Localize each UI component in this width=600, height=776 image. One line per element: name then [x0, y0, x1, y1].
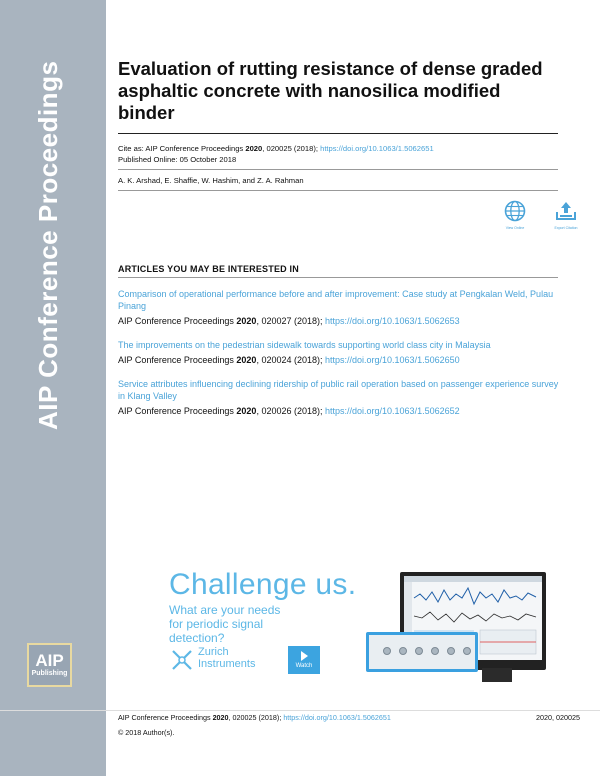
ad-headline: Challenge us. — [169, 568, 357, 601]
export-citation-button[interactable] — [546, 200, 586, 238]
related-article-reference — [118, 354, 563, 366]
related-article — [118, 339, 563, 366]
cite-rest: , 020025 (2018); — [262, 144, 321, 153]
divider — [118, 277, 558, 278]
device-knob — [415, 647, 423, 655]
related-articles-heading: ARTICLES YOU MAY BE INTERESTED IN — [118, 264, 299, 274]
export-icon — [554, 200, 578, 222]
ad-brand-line1: Zurich — [198, 646, 229, 658]
copyright-notice: © 2018 Author(s). — [118, 728, 175, 737]
ref-rest: , 020024 (2018); — [256, 355, 325, 365]
related-article-doi-link[interactable]: https://doi.org/10.1063/1.5062653 — [325, 316, 460, 326]
ref-prefix: AIP Conference Proceedings — [118, 406, 237, 416]
related-article-reference — [118, 405, 563, 417]
cite-as-line — [118, 143, 434, 154]
authors: A. K. Arshad, E. Shaffie, W. Hashim, and Z. A. Rahman — [118, 176, 304, 185]
related-article-title-link[interactable]: Service attributes influencing declining ridership of public rail operation based on passenger experience survey in Klang Valley — [118, 379, 559, 401]
view-online-label: View Online — [505, 226, 525, 230]
cite-doi-link[interactable]: https://doi.org/10.1063/1.5062651 — [320, 144, 434, 153]
view-online-button[interactable] — [495, 200, 535, 238]
ad-brand — [198, 646, 255, 670]
footer-divider — [0, 710, 600, 711]
ref-prefix: AIP Conference Proceedings — [118, 355, 237, 365]
lock-in-amplifier-image — [366, 632, 478, 672]
aip-publishing-logo[interactable] — [27, 643, 72, 687]
paper-title: Evaluation of rutting resistance of dense graded asphaltic concrete with nanosilica modified binder — [118, 58, 543, 123]
cite-volume: 2020 — [245, 144, 263, 153]
device-knob — [447, 647, 455, 655]
export-citation-label: Export Citation — [554, 226, 578, 230]
footer-cite-volume: 2020 — [212, 713, 229, 722]
watch-label: Watch — [295, 663, 313, 669]
divider — [118, 169, 558, 170]
related-article-title-link[interactable]: The improvements on the pedestrian sidewalk towards supporting world class city in Malaysia — [118, 340, 491, 350]
footer-page-ref: 2020, 020025 — [536, 713, 580, 722]
ref-rest: , 020026 (2018); — [256, 406, 325, 416]
monitor-stand — [482, 668, 512, 682]
footer-doi-link[interactable]: https://doi.org/10.1063/1.5062651 — [283, 713, 391, 722]
divider — [118, 133, 558, 134]
footer-citation — [118, 713, 391, 722]
device-knob — [431, 647, 439, 655]
footer-cite-rest: , 020025 (2018); — [228, 713, 284, 722]
device-knob — [399, 647, 407, 655]
globe-icon — [504, 200, 526, 222]
cite-label: Cite as: AIP Conference Proceedings — [118, 144, 246, 153]
watch-video-button[interactable] — [288, 646, 320, 674]
related-article — [118, 378, 563, 417]
play-icon — [301, 651, 308, 661]
related-article — [118, 288, 563, 327]
zurich-instruments-logo-icon — [171, 649, 193, 671]
ref-rest: , 020027 (2018); — [256, 316, 325, 326]
logo-text-aip: AIP — [35, 651, 64, 670]
related-article-doi-link[interactable]: https://doi.org/10.1063/1.5062652 — [325, 406, 460, 416]
ad-subline: What are your needs for periodic signal detection? — [169, 603, 281, 645]
journal-name: AIP Conference Proceedings — [33, 60, 63, 430]
device-knob — [463, 647, 471, 655]
zurich-instruments-ad[interactable] — [166, 560, 552, 686]
journal-sidebar — [0, 0, 106, 776]
related-article-doi-link[interactable]: https://doi.org/10.1063/1.5062650 — [325, 355, 460, 365]
footer-cite-prefix: AIP Conference Proceedings — [118, 713, 213, 722]
device-knob — [383, 647, 391, 655]
logo-text-publishing: Publishing — [31, 670, 68, 677]
ad-brand-line2: Instruments — [198, 658, 256, 670]
ref-prefix: AIP Conference Proceedings — [118, 316, 237, 326]
related-article-title-link[interactable]: Comparison of operational performance before and after improvement: Case study at Pengkalan Weld, Pulau Pinang — [118, 289, 554, 311]
ref-volume: 2020 — [236, 355, 257, 365]
published-date: Published Online: 05 October 2018 — [118, 155, 237, 164]
ref-volume: 2020 — [236, 406, 257, 416]
divider — [118, 190, 558, 191]
ref-volume: 2020 — [236, 316, 257, 326]
related-article-reference — [118, 315, 563, 327]
